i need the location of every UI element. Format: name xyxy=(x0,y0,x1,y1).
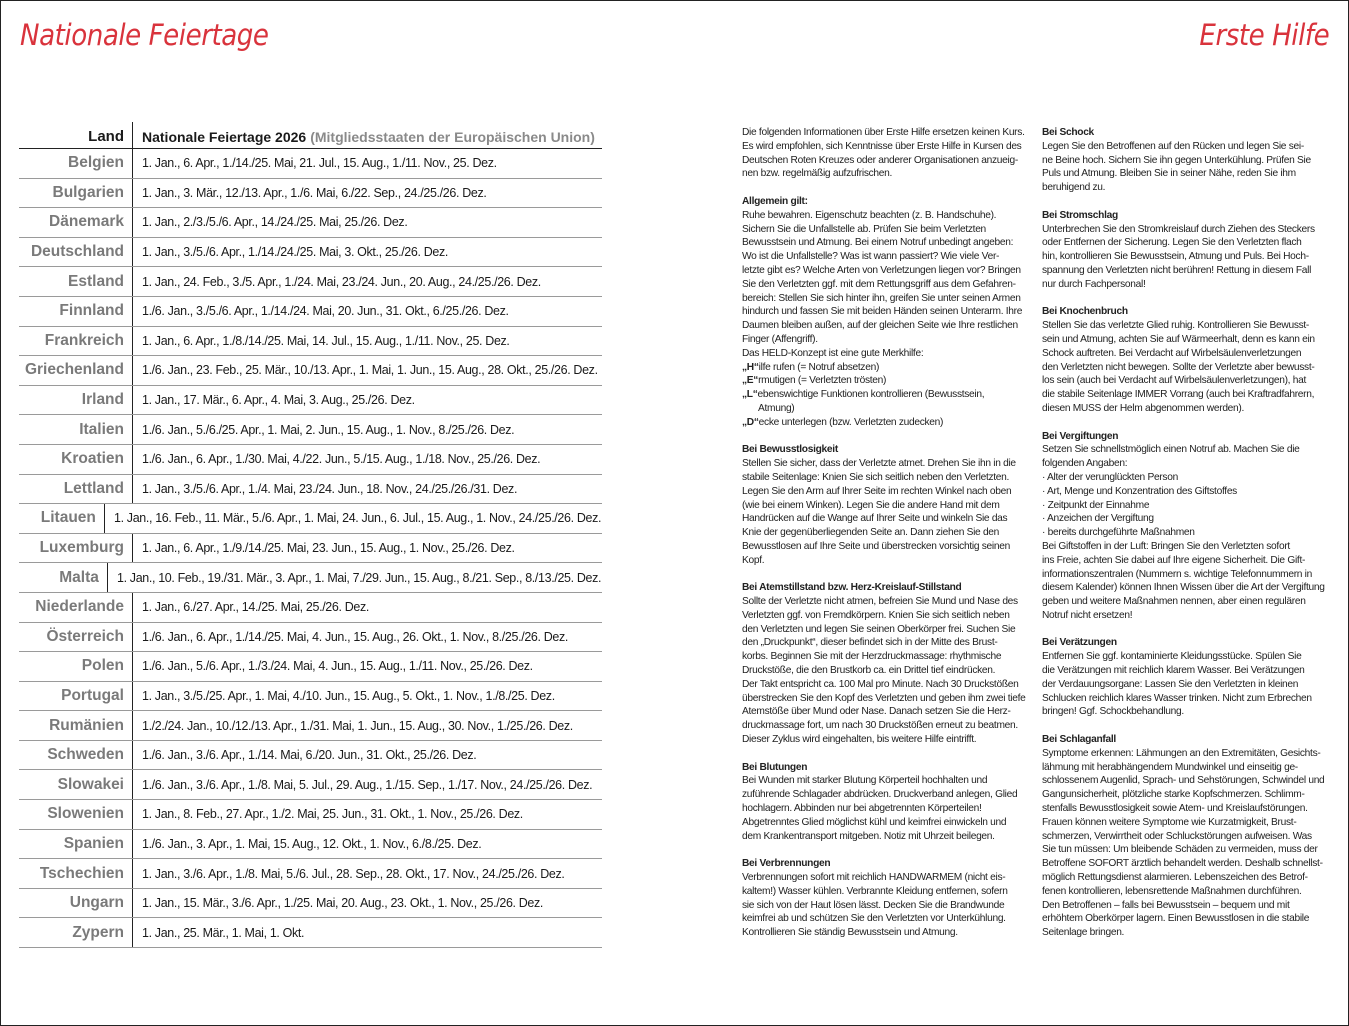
held-text: rmutigen (= Verletzten trösten) xyxy=(758,375,887,387)
table-row xyxy=(19,623,602,653)
table-row xyxy=(19,445,602,475)
holiday-dates: 1. Jan., 10. Feb., 19./31. Mär., 3. Apr., 1. Mai, 7./29. Jun., 15. Aug., 8./21. Sep., 8./13./25. Dez. xyxy=(107,563,601,592)
section-title: Allgemein gilt: xyxy=(742,195,808,207)
page-title-holidays: Nationale Feiertage xyxy=(20,18,269,52)
holiday-dates: 1. Jan., 15. Mär., 3./6. Apr., 1./25. Mai, 20. Aug., 23. Okt., 1. Nov., 25./26. Dez. xyxy=(132,889,601,918)
held-item xyxy=(742,361,1027,375)
holiday-dates: 1./6. Jan., 5./6. Apr., 1./3./24. Mai, 4. Jun., 15. Aug., 1./11. Nov., 25./26. Dez. xyxy=(132,652,601,681)
first-aid-section xyxy=(1042,733,1332,940)
table-row xyxy=(19,327,602,357)
table-row xyxy=(19,415,602,445)
holiday-dates: 1. Jan., 6. Apr., 1./14./25. Mai, 21. Jul., 15. Aug., 1./11. Nov., 25. Dez. xyxy=(132,149,601,178)
first-aid-section xyxy=(1042,430,1332,623)
held-text: ilfe rufen (= Notruf absetzen) xyxy=(758,361,880,373)
holiday-dates: 1. Jan., 3./5./25. Apr., 1. Mai, 4./10. Jun., 15. Aug., 5. Okt., 1. Nov., 1./8./25. Dez. xyxy=(132,682,601,711)
table-row xyxy=(19,682,602,712)
country-name: Malta xyxy=(59,568,99,586)
country-name: Kroatien xyxy=(61,450,124,468)
country-name: Finnland xyxy=(59,302,124,320)
table-row xyxy=(19,297,602,327)
section-title: Bei Vergiftungen xyxy=(1042,430,1119,442)
first-aid-section xyxy=(1042,636,1332,719)
col1-sections xyxy=(742,443,1027,940)
country-name: Spanien xyxy=(63,834,124,852)
table-row xyxy=(19,504,602,534)
country-name: Portugal xyxy=(61,686,124,704)
held-item xyxy=(742,374,1027,388)
country-name: Schweden xyxy=(47,746,124,764)
table-row xyxy=(19,208,602,238)
holiday-dates: 1. Jan., 6. Apr., 1./9./14./25. Mai, 23. Jun., 15. Aug., 1. Nov., 25./26. Dez. xyxy=(132,534,601,563)
holiday-dates: 1. Jan., 8. Feb., 27. Apr., 1./2. Mai, 25. Jun., 31. Okt., 1. Nov., 25./26. Dez. xyxy=(132,800,601,829)
header-dates-subtitle: (Mitgliedsstaaten der Europäischen Union) xyxy=(310,129,595,145)
country-name: Slowakei xyxy=(57,775,124,793)
holiday-dates: 1. Jan., 6./27. Apr., 14./25. Mai, 25./26. Dez. xyxy=(132,593,601,622)
section-text: Symptome erkennen: Lähmungen an den Extremitäten, Gesichts- lähmung mit herabhängendem Mundwinkel und einseitig ge- schlossenem Augenlid, Sprach- und Sehstörungen, Schwindel und Gangunsicherheit, plötzliche starke Kopfschmerzen. Schlimm- stenfalls Bewusstlosigkeit sowie Atem- und Kreislaufstörungen. Frauen können weitere Symptome wie Kurzatmigkeit, Brust- schmerzen, Verwirrtheit oder Schluckstörungen aufweisen. Was Sie tun müssen: Um bleibende Schäden zu vermeiden, muss der Betroffene SOFORT ärztlich behandelt werden. Deshalb schnellst- möglich Rettungsdienst alarmieren. Lebenszeichen des Betrof- fenen kontrollieren, lebensrettende Maßnahmen durchführen. Den Betroffenen – falls bei Bewusstsein – bequem und mit erhöhtem Oberkörper lagern. Einen Bewusstlosen in die stabile Seitenlage bringen. xyxy=(1042,747,1325,939)
table-row xyxy=(19,889,602,919)
table-body xyxy=(19,149,602,948)
table-row xyxy=(19,386,602,416)
header-dates xyxy=(132,122,602,148)
held-text: ebenswichtige Funktionen kontrollieren (Bewusstsein, xyxy=(757,389,985,401)
section-text: Stellen Sie das verletzte Glied ruhig. Kontrollieren Sie Bewusst- sein und Atmung, achten Sie auf Wärmeerhalt, denn es kann ein Schock auftreten. Bei Verdacht auf Wirbelsäulenverletzungen den Verletzten nicht bewegen. Sollte der Verletzte aber bewusst- los sein (auch bei Verdacht auf Wirbelsäulenverletzungen), hat die stabile Seitenlage IMMER Vorrang (auch bei Kraftradfahrern, diesen MUSS der Helm abgenommen werden). xyxy=(1042,320,1315,414)
held-item xyxy=(742,388,1027,402)
table-row xyxy=(19,918,602,948)
country-name: Slowenien xyxy=(47,805,124,823)
first-aid-section xyxy=(742,761,1027,844)
section-title: Bei Stromschlag xyxy=(1042,209,1118,221)
first-aid-section xyxy=(742,857,1027,940)
holiday-dates: 1. Jan., 16. Feb., 11. Mär., 5./6. Apr., 1. Mai, 24. Jun., 6. Jul., 15. Aug., 1. Nov., 24./25./26. Dez. xyxy=(104,504,601,533)
first-aid-column-1 xyxy=(742,126,1027,954)
holiday-dates: 1. Jan., 3./5./6. Apr., 1./14./24./25. Mai, 3. Okt., 25./26. Dez. xyxy=(132,238,601,267)
country-name: Deutschland xyxy=(30,243,124,261)
holiday-dates: 1./6. Jan., 5./6./25. Apr., 1. Mai, 2. Jun., 15. Aug., 1. Nov., 8./25./26. Dez. xyxy=(132,415,601,444)
holiday-dates: 1./6. Jan., 6. Apr., 1./30. Mai, 4./22. Jun., 5./15. Aug., 1./18. Nov., 25./26. Dez. xyxy=(132,445,601,474)
holiday-dates: 1./6. Jan., 3./5./6. Apr., 1./14./24. Mai, 20. Jun., 31. Okt., 6./25./26. Dez. xyxy=(132,297,601,326)
country-name: Litauen xyxy=(40,509,96,527)
holiday-table xyxy=(19,122,602,948)
table-row xyxy=(19,475,602,505)
table-row xyxy=(19,593,602,623)
col2-sections xyxy=(1042,126,1332,940)
country-name: Luxemburg xyxy=(39,539,124,557)
page-title-first-aid: Erste Hilfe xyxy=(1199,18,1329,52)
holiday-dates: 1./6. Jan., 3./6. Apr., 1./8. Mai, 5. Jul., 29. Aug., 1./15. Sep., 1./17. Nov., 24./25./26. Dez. xyxy=(132,770,601,799)
held-item xyxy=(742,416,1027,430)
country-name: Niederlande xyxy=(35,598,124,616)
holiday-dates: 1. Jan., 17. Mär., 6. Apr., 4. Mai, 3. Aug., 25./26. Dez. xyxy=(132,386,601,415)
section-text: Entfernen Sie ggf. kontaminierte Kleidungsstücke. Spülen Sie die Verätzungen mit reichlich klarem Wasser. Bei Verätzungen der Verdauungsorgane: Lassen Sie den Verletzten in kleinen Schlucken reichlich klares Wasser trinken. Nicht zum Erbrechen bringen! Ggf. Schockbehandlung. xyxy=(1042,651,1312,718)
held-text: Atmung) xyxy=(758,402,795,414)
holiday-dates: 1./6. Jan., 3. Apr., 1. Mai, 15. Aug., 12. Okt., 1. Nov., 6./8./25. Dez. xyxy=(132,830,601,859)
table-row xyxy=(19,563,602,593)
held-letter: „L“ xyxy=(742,389,758,401)
table-row xyxy=(19,534,602,564)
country-name: Belgien xyxy=(68,154,124,172)
country-name: Dänemark xyxy=(49,213,124,231)
section-title: Bei Verätzungen xyxy=(1042,637,1117,649)
holiday-dates: 1./6. Jan., 6. Apr., 1./14./25. Mai, 4. Jun., 15. Aug., 26. Okt., 1. Nov., 8./25./26. Dez. xyxy=(132,623,601,652)
section-title: Bei Verbrennungen xyxy=(742,858,831,870)
holiday-dates: 1./2./24. Jan., 10./12./13. Apr., 1./31. Mai, 1. Jun., 15. Aug., 30. Nov., 1./25./26. Dez. xyxy=(132,711,601,740)
section-text: Setzen Sie schnellstmöglich einen Notruf ab. Machen Sie die folgenden Angaben: · Alter der verunglückten Person · Art, Menge und Konzentration des Giftstoffes · Zeitpunkt der Einnahme · Anzeichen der Vergiftung · bereits durchgeführte Maßnahmen Bei Giftstoffen in der Luft: Bringen Sie den Verletzten sofort ins Freie, achten Sie dabei auf Ihre eigene Sicherheit. Die Gift- informationszentralen (Nummern s. wichtige Telefonnummern in diesem Kalender) können Ihnen Wissen über die Art der Vergiftung geben und weitere Maßnahmen nennen, aber einen regulären Notruf nicht ersetzen! xyxy=(1042,444,1325,621)
section-text: Sollte der Verletzte nicht atmen, befreien Sie Mund und Nase des Verletzten ggf. von Fremdkörpern. Knien Sie sich seitlich neben den Verletzten und legen Sie seinen Oberkörper frei. Suchen Sie den „Druckpunkt“, dieser befindet sich in der Mitte des Brust- korbs. Beginnen Sie mit der Herzdruckmassage: rhythmische Druckstöße, die den Brustkorb ca. ein Drittel tief eindrücken. Der Takt entspricht ca. 100 Mal pro Minute. Nach 30 Druckstößen überstrecken Sie den Kopf des Verletzten und geben ihm zwei tiefe Atemstöße über Mund oder Nase. Danach setzen Sie die Herz- druckmassage fort, um nach 30 Druckstößen erneut zu beatmen. Dieser Zyklus wird eingehalten, bis weitere Hilfe eintrifft. xyxy=(742,596,1026,746)
held-list xyxy=(742,361,1027,430)
holiday-dates: 1. Jan., 3./5./6. Apr., 1./4. Mai, 23./24. Jun., 18. Nov., 24./25./26./31. Dez. xyxy=(132,475,601,504)
first-aid-column-2 xyxy=(1042,126,1332,954)
section-title: Bei Bewusstlosigkeit xyxy=(742,444,838,456)
held-text: ecke unterlegen (bzw. Verletzten zudecken) xyxy=(758,416,944,428)
held-letter: „H“ xyxy=(742,361,759,373)
country-name: Bulgarien xyxy=(52,183,124,201)
table-row xyxy=(19,741,602,771)
section-title: Bei Schock xyxy=(1042,127,1094,138)
table-row xyxy=(19,711,602,741)
country-name: Ungarn xyxy=(69,894,124,912)
section-title: Bei Atemstillstand bzw. Herz-Kreislauf-Stillstand xyxy=(742,582,962,594)
first-aid-section xyxy=(1042,305,1332,415)
table-row xyxy=(19,859,602,889)
table-row xyxy=(19,267,602,297)
country-name: Polen xyxy=(81,657,124,675)
country-name: Tschechien xyxy=(39,864,124,882)
table-row xyxy=(19,356,602,386)
header-dates-title: Nationale Feiertage 2026 xyxy=(142,129,307,145)
holiday-dates: 1. Jan., 6. Apr., 1./8./14./25. Mai, 14. Jul., 15. Aug., 1./11. Nov., 25. Dez. xyxy=(132,327,601,356)
country-name: Lettland xyxy=(63,479,124,497)
held-letter: „D“ xyxy=(742,416,759,428)
section-allgemein xyxy=(742,195,1027,430)
country-name: Frankreich xyxy=(44,331,124,349)
first-aid-section xyxy=(1042,209,1332,292)
first-aid-section xyxy=(742,443,1027,567)
holiday-dates: 1. Jan., 3./6. Apr., 1./8. Mai, 5./6. Jul., 28. Sep., 28. Okt., 17. Nov., 24./25./26. Dez. xyxy=(132,859,601,888)
country-name: Griechenland xyxy=(24,361,124,379)
section-title: Bei Schlaganfall xyxy=(1042,734,1116,746)
first-aid-intro: Die folgenden Informationen über Erste Hilfe ersetzen keinen Kurs. Es wird empfohlen, sich Kenntnisse über Erste Hilfe in Kursen des Deutschen Roten Kreuzes oder anderer Organisationen anzueig- nen bzw. regelmäßig aufzufrischen. xyxy=(742,127,1025,180)
holiday-dates: 1. Jan., 25. Mär., 1. Mai, 1. Okt. xyxy=(132,918,601,947)
section-title: Bei Blutungen xyxy=(742,761,808,773)
first-aid-section xyxy=(1042,126,1332,195)
table-row xyxy=(19,770,602,800)
holiday-dates: 1./6. Jan., 23. Feb., 25. Mär., 10./13. Apr., 1. Mai, 1. Jun., 15. Aug., 28. Okt., 25./26. Dez. xyxy=(132,356,601,385)
holiday-dates: 1. Jan., 2./3./5./6. Apr., 14./24./25. Mai, 25./26. Dez. xyxy=(132,208,601,237)
held-letter: „E“ xyxy=(742,375,759,387)
country-name: Rumänien xyxy=(49,716,124,734)
table-row xyxy=(19,238,602,268)
table-row xyxy=(19,179,602,209)
held-item xyxy=(742,402,1027,416)
table-header xyxy=(19,122,602,149)
table-row xyxy=(19,800,602,830)
section-text: Bei Wunden mit starker Blutung Körperteil hochhalten und zuführende Schlagader abdrücken. Druckverband anlegen, Glied hochlagern. Abbinden nur bei abgetrennten Körperteilen! Abgetrenntes Glied möglichst kühl und keimfrei einwickeln und dem Krankentransport mitgeben. Notiz mit Uhrzeit beilegen. xyxy=(742,775,1018,842)
section-title: Bei Knochenbruch xyxy=(1042,306,1128,318)
country-name: Irland xyxy=(81,391,124,409)
holiday-dates: 1. Jan., 24. Feb., 3./5. Apr., 1./24. Mai, 23./24. Jun., 20. Aug., 24./25./26. Dez. xyxy=(132,267,601,296)
country-name: Estland xyxy=(68,272,124,290)
country-name: Österreich xyxy=(46,627,124,645)
holiday-dates: 1. Jan., 3. Mär., 12./13. Apr., 1./6. Mai, 6./22. Sep., 24./25./26. Dez. xyxy=(132,179,601,208)
table-row xyxy=(19,149,602,179)
section-text: Stellen Sie sicher, dass der Verletzte atmet. Drehen Sie ihn in die stabile Seitenlage: Knien Sie sich seitlich neben den Verletzten. Legen Sie den Arm auf Ihrer Seite im rechten Winkel nach oben (wie bei einem Winken). Legen Sie die andere Hand mit dem Handrücken auf die Wange auf Ihrer Seite und winkeln Sie das Knie der gegenüberliegenden Seite an. Dann ziehen Sie den Bewusstlosen auf Ihre Seite und überstrecken vorsichtig seinen Kopf. xyxy=(742,458,1016,566)
holiday-dates: 1./6. Jan., 3./6. Apr., 1./14. Mai, 6./20. Jun., 31. Okt., 25./26. Dez. xyxy=(132,741,601,770)
table-row xyxy=(19,830,602,860)
section-text: Legen Sie den Betroffenen auf den Rücken und legen Sie sei- ne Beine hoch. Sichern Sie ihn gegen Unterkühlung. Prüfen Sie Puls und Atmung. Bleiben Sie in seiner Nähe, reden Sie ihm beruhigend zu. xyxy=(1042,140,1311,194)
section-text: Verbrennungen sofort mit reichlich HANDWARMEM (nicht eis- kaltem!) Wasser kühlen. Verbrannte Kleidung entfernen, sofern sie sich von der Haut lösen lässt. Decken Sie die Brandwunde keimfrei ab und schützen Sie den Verletzten vor Unterkühlung. Kontrollieren Sie ständig Bewusstsein und Atmung. xyxy=(742,872,1008,939)
section-text: Unterbrechen Sie den Stromkreislauf durch Ziehen des Steckers oder Entfernen der Sicherung. Legen Sie den Verletzten flach hin, kontrollieren Sie Bewusstsein, Atmung und Puls. Bei Hoch- spannung den Verletzten nicht berühren! Rettung in diesem Fall nur durch Fachpersonal! xyxy=(1042,223,1315,290)
header-land: Land xyxy=(88,128,124,145)
section-text: Ruhe bewahren. Eigenschutz beachten (z. B. Handschuhe). Sichern Sie die Unfallstelle ab. Prüfen Sie beim Verletzten Bewusstsein und Atmung. Bei einem Notruf unbedingt angeben: Wo ist die Unfallstelle? Was ist wann passiert? Wie viele Ver- letzte gibt es? Welche Arten von Verletzungen liegen vor? Bringen Sie den Verletzten ggf. mit dem Rettungsgriff aus dem Gefahren- bereich: Stellen Sie sich hinter ihn, greifen Sie unter seinen Armen hindurch und fassen Sie mit beiden Händen seinen Unterarm. Ihre Daumen bleiben außen, auf der gleichen Seite wie Ihre restlichen Finger (Affengriff). Das HELD-Konzept ist eine gute Merkhilfe: xyxy=(742,209,1023,359)
table-row xyxy=(19,652,602,682)
country-name: Italien xyxy=(79,420,124,438)
first-aid-section xyxy=(742,581,1027,747)
country-name: Zypern xyxy=(72,923,124,941)
